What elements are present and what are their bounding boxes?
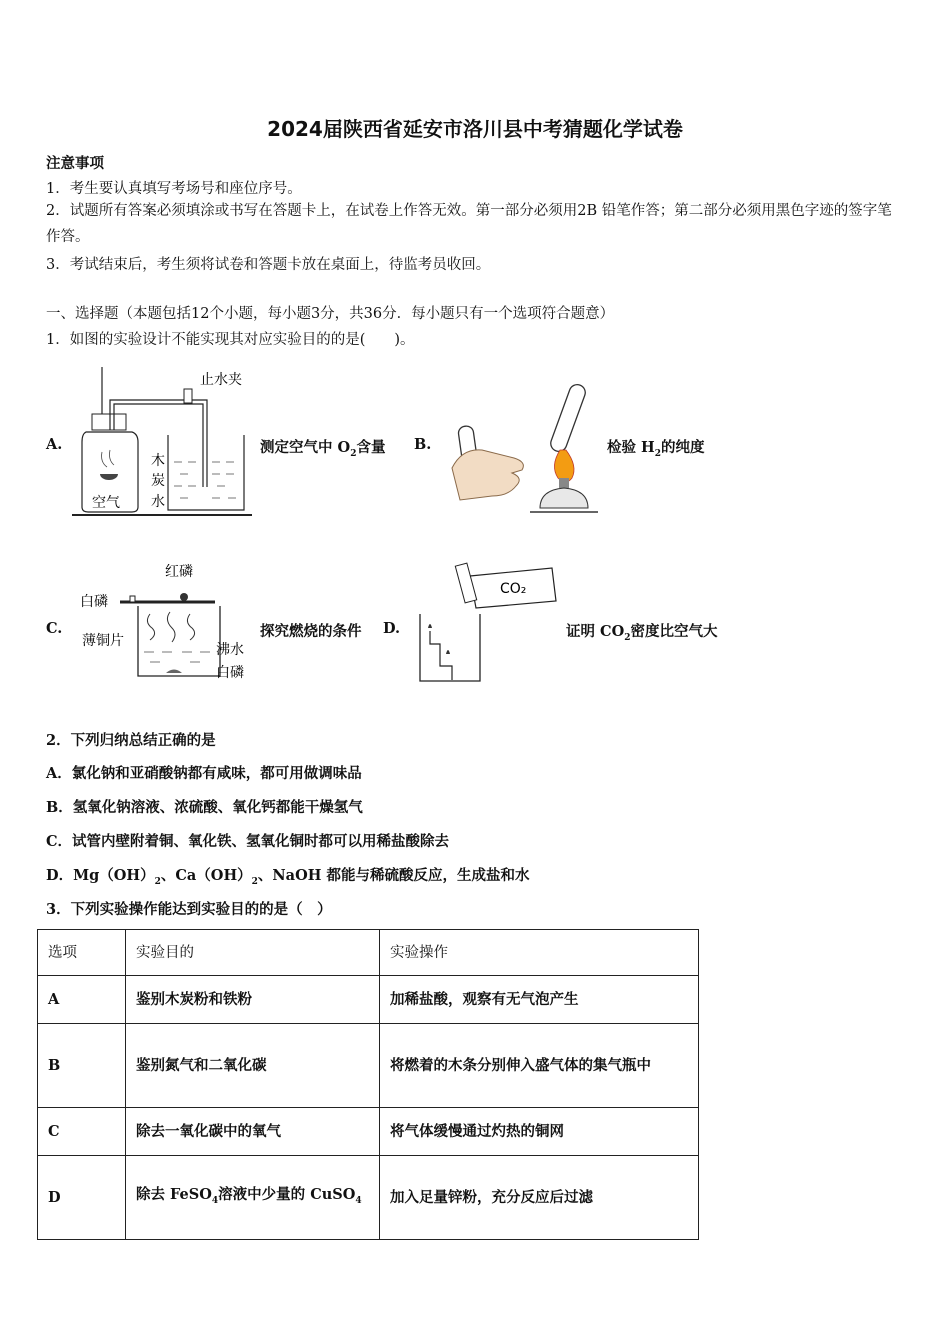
row-a-operation: 加稀盐酸，观察有无气泡产生 (380, 976, 699, 1024)
q1-option-b-label: B. (414, 436, 432, 453)
fig-c-label-white-phosphorus-bottom: 白磷 (216, 665, 244, 681)
figure-c-combustion (80, 556, 255, 686)
table-row (38, 1024, 699, 1108)
q1-option-a-caption: 测定空气中 $O_2$含量 (260, 439, 386, 459)
fig-a-label-charcoal-2: 炭 (151, 473, 165, 489)
row-b-option: B (38, 1024, 126, 1108)
q1-stem: 1．如图的实验设计不能实现其对应实验目的的是( )。 (46, 332, 415, 348)
q2-option-a: A．氯化钠和亚硝酸钠都有咸味，都可用做调味品 (46, 765, 362, 782)
fig-a-label-clamp: 止水夹 (200, 372, 242, 388)
table-row (38, 1156, 699, 1240)
row-a-option: A (38, 976, 126, 1024)
header-option: 选项 (38, 930, 126, 976)
row-d-operation: 加入足量锌粉，充分反应后过滤 (380, 1156, 699, 1240)
header-operation: 实验操作 (380, 930, 699, 976)
q1-option-c-caption: 探究燃烧的条件 (260, 623, 362, 640)
header-goal: 实验目的 (126, 930, 380, 976)
table-row (38, 976, 699, 1024)
notice-item-1: 1．考生要认真填写考场号和座位序号。 (46, 181, 302, 197)
row-c-operation: 将气体缓慢通过灼热的铜网 (380, 1108, 699, 1156)
fig-a-label-air: 空气 (92, 495, 120, 511)
row-b-goal: 鉴别氮气和二氧化碳 (126, 1024, 380, 1108)
fig-c-label-red-phosphorus: 红磷 (165, 564, 193, 580)
section-heading: 一、选择题（本题包括12个小题，每小题3分，共36分．每小题只有一个选项符合题意） (46, 306, 615, 322)
q2-option-c: C．试管内壁附着铜、氧化铁、氢氧化铜时都可以用稀盐酸除去 (46, 833, 450, 850)
row-b-operation: 将燃着的木条分别伸入盛气体的集气瓶中 (380, 1024, 699, 1108)
q1-option-d-caption: 证明 $CO_2$密度比空气大 (566, 623, 718, 643)
notice-heading: 注意事项 (46, 155, 104, 172)
q1-option-a-label: A. (46, 436, 63, 453)
row-c-goal: 除去一氧化碳中的氧气 (126, 1108, 380, 1156)
q3-stem: 3．下列实验操作能达到实验目的的是（ ） (46, 901, 332, 918)
row-d-option: D (38, 1156, 126, 1240)
fig-d-label-co2: CO₂ (500, 581, 527, 597)
figure-d-co2-pour (412, 556, 562, 686)
page-title: 2024届陕西省延安市洛川县中考猜题化学试卷 (267, 117, 683, 141)
table-row (38, 1108, 699, 1156)
fig-c-label-white-phosphorus-top: 白磷 (80, 594, 108, 610)
q2-option-d: D．$Mg(OH)_2$、$Ca(OH)_2$、NaOH 都能与稀硫酸反应，生成盐和水 (46, 867, 530, 887)
q3-table (37, 929, 699, 1240)
fig-a-label-charcoal-1: 木 (151, 453, 165, 469)
fig-a-label-water: 水 (151, 494, 165, 510)
table-header-row (38, 930, 699, 976)
notice-item-2: 2．试题所有答案必须填涂或书写在答题卡上，在试卷上作答无效。第一部分必须用2B 铅笔作答；第二部分必须用黑色字迹的签字笔作答。 (46, 203, 892, 245)
q2-option-b: B．氢氧化钠溶液、浓硫酸、氧化钙都能干燥氢气 (46, 799, 363, 816)
fig-c-label-boiling-water: 沸水 (216, 642, 244, 658)
figure-a-apparatus (72, 362, 262, 522)
q2-stem: 2．下列归纳总结正确的是 (46, 732, 216, 749)
row-d-goal: 除去 FeSO$_4$溶液中少量的 CuSO$_4$ (126, 1156, 380, 1240)
q1-option-b-caption: 检验 $H_2$的纯度 (607, 439, 705, 459)
row-a-goal: 鉴别木炭粉和铁粉 (126, 976, 380, 1024)
notice-item-3: 3．考试结束后，考生须将试卷和答题卡放在桌面上，待监考员收回。 (46, 257, 491, 273)
row-c-option: C (38, 1108, 126, 1156)
fig-c-label-copper-sheet: 薄铜片 (82, 633, 124, 649)
q1-option-c-label: C. (46, 620, 63, 637)
q1-option-d-label: D. (383, 620, 401, 637)
figure-b-hydrogen-test (442, 378, 604, 520)
